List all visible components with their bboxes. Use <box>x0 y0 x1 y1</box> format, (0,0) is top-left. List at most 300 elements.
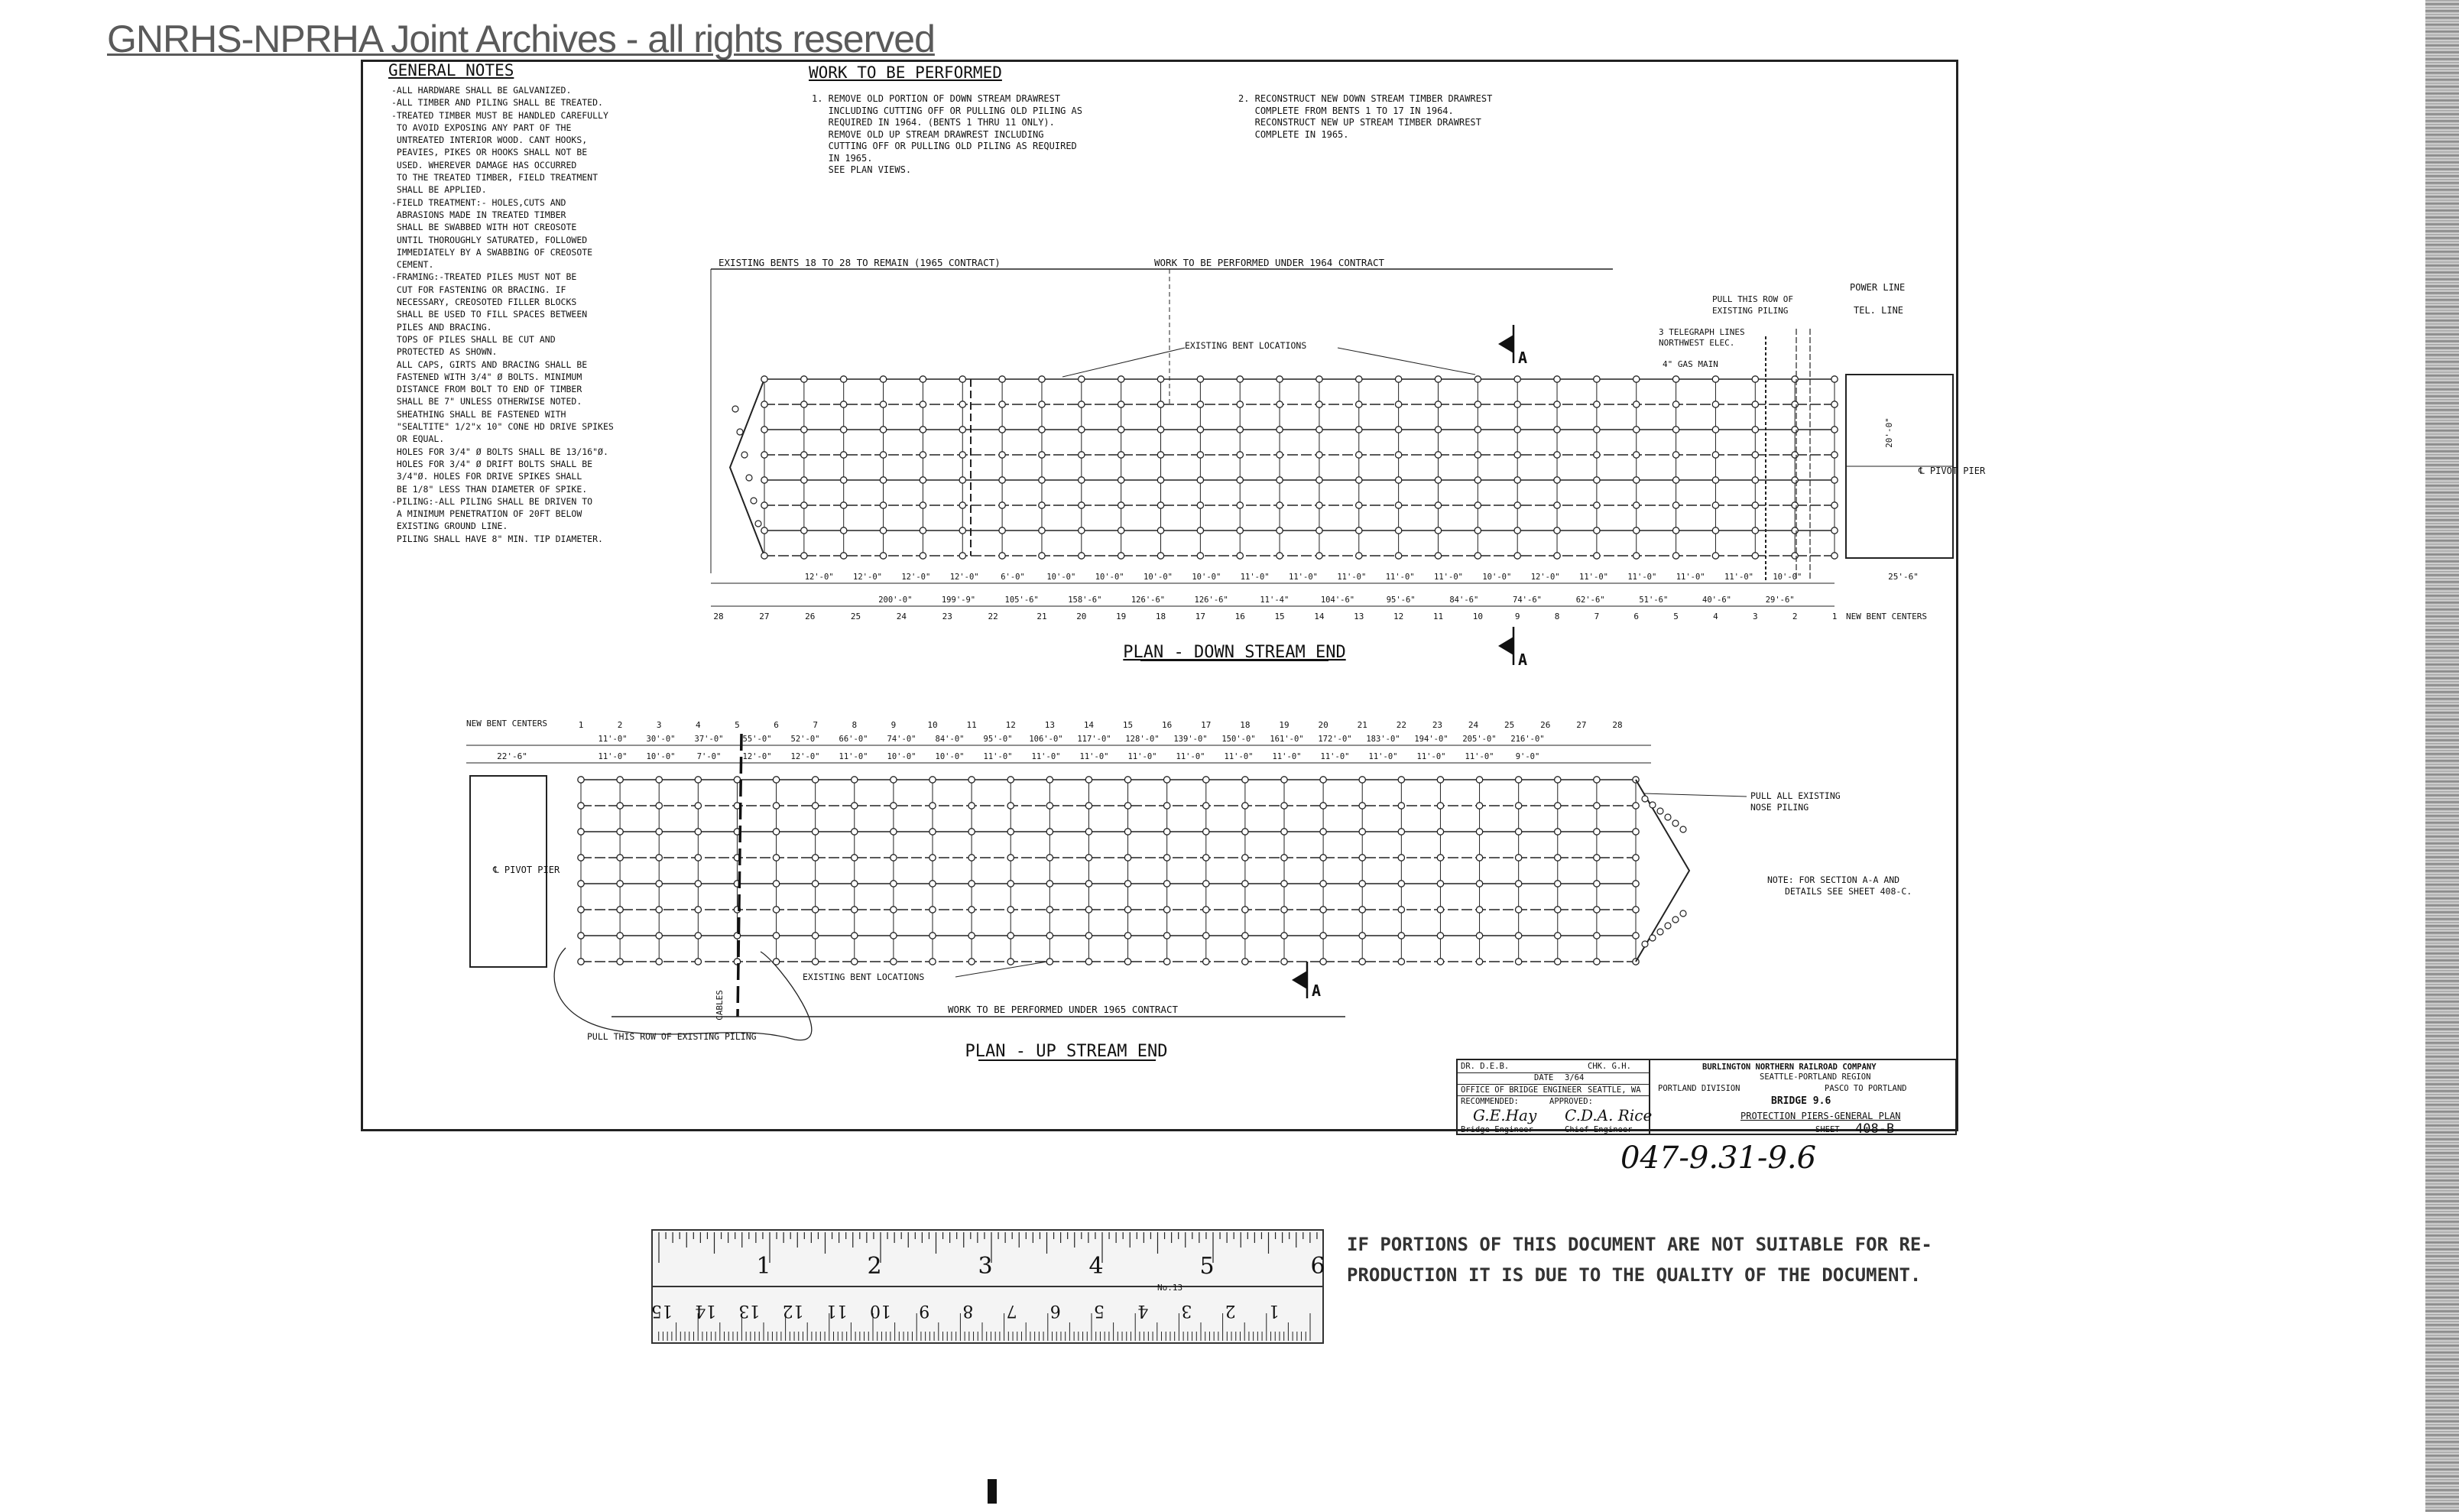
handwritten-archive-number: 047-9.31-9.6 <box>1620 1140 1817 1176</box>
pile <box>656 829 662 835</box>
pile <box>1124 959 1131 965</box>
pile <box>1555 777 1561 783</box>
pile <box>890 829 897 835</box>
pile <box>1474 427 1481 433</box>
bent-number: 24 <box>1468 720 1479 730</box>
pile <box>1555 855 1561 861</box>
pile <box>812 881 818 887</box>
pile <box>1118 452 1124 458</box>
existing-bent-label: EXISTING BENT LOCATIONS <box>1185 340 1307 351</box>
pile <box>1712 376 1718 382</box>
pile <box>617 829 623 835</box>
pile <box>1437 881 1443 887</box>
pile <box>578 803 584 809</box>
pile <box>801 452 807 458</box>
dim-cumulative: 55'-0" <box>742 735 772 744</box>
pile <box>1085 777 1092 783</box>
work-item-1: 1. REMOVE OLD PORTION OF DOWN STREAM DRAWREST INCLUDING CUTTING OFF OR PULLING OLD PILING AS REQUIRED IN 1964. (BENTS 1 THRU 11 ONLY). REMOVE OLD UP STREAM DRAWREST INCLUDING CUTTING OFF OR PULLING OLD PILING AS REQUIRED IN 1965. SEE PLAN VIEWS. <box>812 93 1083 175</box>
pile <box>1712 477 1718 483</box>
pile <box>695 907 701 913</box>
pile <box>1203 777 1209 783</box>
recommended-label: RECOMMENDED: <box>1461 1097 1519 1106</box>
nose-pile <box>1672 820 1679 826</box>
pile <box>890 777 897 783</box>
dim-spacing: 11'-0" <box>1127 752 1157 761</box>
pile <box>999 452 1005 458</box>
pile <box>1085 933 1092 939</box>
pile <box>1514 401 1520 407</box>
dim-cumulative: 205'-0" <box>1462 735 1497 744</box>
pile <box>890 881 897 887</box>
checked-by: CHK. G.H. <box>1588 1062 1631 1071</box>
pile <box>1277 427 1283 433</box>
pile <box>1435 376 1441 382</box>
pile <box>1792 427 1798 433</box>
pile <box>1792 452 1798 458</box>
pile <box>890 959 897 965</box>
dim-spacing-top: 12'-0" <box>804 573 834 582</box>
pile <box>880 527 886 534</box>
bent-number: 27 <box>1576 720 1587 730</box>
pile <box>1277 376 1283 382</box>
pile <box>1124 907 1131 913</box>
pile <box>1633 855 1639 861</box>
pile <box>1163 881 1169 887</box>
pile <box>617 881 623 887</box>
pile <box>1672 401 1679 407</box>
pile <box>1437 829 1443 835</box>
pile <box>695 803 701 809</box>
pile <box>1163 777 1169 783</box>
dim-spacing: 10'-0" <box>646 752 676 761</box>
pile <box>1476 803 1482 809</box>
dim-cumulative: 158'-6" <box>1068 595 1102 605</box>
pile <box>920 527 926 534</box>
pile <box>1157 376 1163 382</box>
pile <box>1831 477 1838 483</box>
pile <box>1163 829 1169 835</box>
pile <box>1752 502 1758 508</box>
pile <box>1712 452 1718 458</box>
pile <box>1752 527 1758 534</box>
nose-pile <box>1680 910 1686 917</box>
pile <box>812 777 818 783</box>
cm-number: 14 <box>695 1301 717 1320</box>
pile <box>1594 477 1600 483</box>
cm-number: 7 <box>1006 1301 1017 1320</box>
bent-number: 9 <box>1514 612 1520 621</box>
pile <box>1316 553 1322 559</box>
pile <box>1356 376 1362 382</box>
title-block <box>1456 1059 1957 1135</box>
dim-cumulative: 95'-0" <box>983 735 1013 744</box>
bent-number: 10 <box>1472 612 1483 621</box>
pile <box>1281 933 1287 939</box>
existing-bent-label: EXISTING BENT LOCATIONS <box>803 972 925 982</box>
pile <box>1046 933 1053 939</box>
pile <box>1079 527 1085 534</box>
pile <box>1476 777 1482 783</box>
pile <box>1672 527 1679 534</box>
dim-cumulative: 126'-6" <box>1194 595 1228 605</box>
pile <box>578 933 584 939</box>
pile <box>1007 881 1014 887</box>
bent-number: 15 <box>1274 612 1285 621</box>
section-arrow <box>1292 971 1307 989</box>
pile <box>578 777 584 783</box>
pile <box>880 427 886 433</box>
pile <box>1163 803 1169 809</box>
dim-spacing: 12'-0" <box>742 752 772 761</box>
pile <box>1398 829 1404 835</box>
pile <box>1792 553 1798 559</box>
pile <box>1157 502 1163 508</box>
pile <box>1474 502 1481 508</box>
pile <box>734 777 740 783</box>
nose-pile <box>741 452 748 458</box>
cm-number: 9 <box>919 1301 930 1320</box>
pile <box>852 803 858 809</box>
pile <box>695 881 701 887</box>
nose-pile <box>746 475 752 481</box>
pile <box>1792 376 1798 382</box>
dim-spacing: 11'-0" <box>598 752 628 761</box>
pile <box>1633 829 1639 835</box>
pile <box>1007 829 1014 835</box>
pile <box>1203 933 1209 939</box>
dim-spacing: 11'-0" <box>1176 752 1205 761</box>
pile <box>1356 553 1362 559</box>
pile <box>801 427 807 433</box>
pile <box>1672 502 1679 508</box>
pile <box>1474 376 1481 382</box>
pile <box>801 527 807 534</box>
date-label: DATE <box>1534 1073 1554 1082</box>
pile <box>1395 527 1401 534</box>
pile <box>1118 502 1124 508</box>
pile <box>1831 553 1838 559</box>
upstream-title: PLAN - UP STREAM END <box>965 1042 1168 1061</box>
nose-pile <box>1642 796 1648 802</box>
pile <box>1157 553 1163 559</box>
ruler-ticks <box>651 1231 1325 1342</box>
pull-row-label-1: PULL THIS ROW OF <box>1712 294 1793 304</box>
pile <box>841 527 847 534</box>
pile <box>1320 777 1326 783</box>
dim-cumulative: 106'-0" <box>1029 735 1063 744</box>
pile <box>1237 553 1243 559</box>
pile <box>1085 959 1092 965</box>
pile <box>801 502 807 508</box>
pile <box>1437 777 1443 783</box>
leader-line-1 <box>1062 348 1185 377</box>
pile <box>1124 855 1131 861</box>
work-item-2: 2. RECONSTRUCT NEW DOWN STREAM TIMBER DRAWREST COMPLETE FROM BENTS 1 TO 17 IN 1964. RECONSTRUCT NEW UP STREAM TIMBER DRAWREST COMPLETE IN 1965. <box>1238 93 1493 140</box>
pile <box>1594 376 1600 382</box>
pile <box>1085 881 1092 887</box>
pile <box>1320 881 1326 887</box>
pile <box>801 477 807 483</box>
company-name: BURLINGTON NORTHERN RAILROAD COMPANY <box>1702 1063 1877 1072</box>
dim-spacing: 10'-0" <box>935 752 965 761</box>
pile <box>1163 933 1169 939</box>
nose-pile <box>1642 941 1648 947</box>
bent-number: 3 <box>1752 612 1758 621</box>
gas-main-label: 4" GAS MAIN <box>1663 359 1718 369</box>
pier-width-label: 20'-0" <box>1884 417 1894 448</box>
pile <box>773 933 779 939</box>
pile <box>959 401 965 407</box>
dim-cumulative: 194'-0" <box>1414 735 1448 744</box>
dim-cumulative: 66'-0" <box>839 735 868 744</box>
pile <box>1118 527 1124 534</box>
pile <box>890 933 897 939</box>
dim-cumulative: 128'-0" <box>1125 735 1160 744</box>
pile <box>1281 907 1287 913</box>
pile <box>1752 401 1758 407</box>
dim-spacing: 11'-0" <box>1368 752 1398 761</box>
scan-mark <box>988 1479 997 1504</box>
pile <box>1555 933 1561 939</box>
pile <box>1398 803 1404 809</box>
pile <box>1356 401 1362 407</box>
pile <box>1281 803 1287 809</box>
power-line-label: POWER LINE <box>1850 282 1906 293</box>
pile <box>1476 907 1482 913</box>
dim-spacing-top: 10'-0" <box>1482 573 1512 582</box>
pile <box>959 427 965 433</box>
pile <box>920 477 926 483</box>
pile <box>841 452 847 458</box>
general-notes-body: -ALL HARDWARE SHALL BE GALVANIZED. -ALL TIMBER AND PILING SHALL BE TREATED. -TREATED TIMBER MUST BE HANDLED CAREFULLY TO AVOID EXPOSING ANY PART OF THE UNTREATED INTERIOR WOOD. CANT HOOKS, PEAVIES, PIKES OR HOOKS SHALL NOT BE USED. WHEREVER DAMAGE HAS OCCURRED TO THE TREATED TIMBER, FIELD TREATMENT SHALL BE APPLIED. -FIELD TREATMENT:- HOLES,CUTS AND ABRASIONS MADE IN TREATED TIMBER SHALL BE SWABBED WITH HOT CREOSOTE UNTIL THOROUGHLY SATURATED, FOLLOWED IMMEDIATELY BY A SWABBING OF CREOSOTE CEMENT. -FRAMING:-TREATED PILES MUST NOT BE CUT FOR FASTENING OR BRACING. IF NECESSARY, CREOSOTED FILLER BLOCKS SHALL BE USED TO FILL SPACES BETWEEN PILES AND BRACING. TOPS OF PILES SHALL BE CUT AND PROTECTED AS SHOWN. ALL CAPS, GIRTS AND BRACING SHALL BE FASTENED WITH 3/4" Ø BOLTS. MINIMUM DISTANCE FROM BOLT TO END OF TIMBER SHALL BE 7" UNLESS OTHERWISE NOTED. SHEATHING SHALL BE FASTENED WITH "SEALTITE" 1/2"x 10" CONE HD DRIVE SPIKES OR EQUAL. HOLES FOR 3/4" Ø BOLTS SHALL BE 13/16"Ø. HOLES FOR 3/4" Ø DRIFT BOLTS SHALL BE 3/4"Ø. HOLES FOR DRIVE SPIKES SHALL BE 1/8" LESS THAN DIAMETER OF SPIKE. -PILING:-ALL PILING SHALL BE DRIVEN TO A MINIMUM PENETRATION OF 20FT BELOW EXISTING GROUND LINE. PILING SHALL HAVE 8" MIN. TIP DIAMETER. <box>391 85 614 544</box>
pile <box>1316 427 1322 433</box>
bent-number: 5 <box>1673 612 1679 621</box>
bent-number: 23 <box>1432 720 1443 730</box>
pile <box>929 855 936 861</box>
bent-number: 11 <box>966 720 977 730</box>
pile <box>1039 376 1045 382</box>
pile <box>1555 907 1561 913</box>
pile <box>1237 527 1243 534</box>
pile <box>1085 803 1092 809</box>
pile <box>1281 881 1287 887</box>
pile <box>578 881 584 887</box>
dim-cumulative: 74'-6" <box>1513 595 1542 605</box>
pile <box>1831 452 1838 458</box>
pile <box>656 959 662 965</box>
bent-number: 26 <box>805 612 816 621</box>
pile <box>1515 829 1521 835</box>
pile <box>1398 933 1404 939</box>
new-bent-centers-label: NEW BENT CENTERS <box>466 719 547 728</box>
existing-remain-label: EXISTING BENTS 18 TO 28 TO REMAIN (1965 CONTRACT) <box>719 257 1001 268</box>
pile <box>1079 376 1085 382</box>
inch-number: 2 <box>867 1253 882 1280</box>
pile <box>1046 855 1053 861</box>
pivot-pier-label: ℄ PIVOT PIER <box>1919 466 1986 476</box>
pile <box>999 502 1005 508</box>
pile <box>1277 401 1283 407</box>
pile <box>1197 452 1203 458</box>
bent-number: 24 <box>896 612 907 621</box>
pile <box>890 855 897 861</box>
pile <box>1118 477 1124 483</box>
dim-spacing: 11'-0" <box>1079 752 1109 761</box>
pile <box>1277 502 1283 508</box>
pile <box>1594 855 1600 861</box>
pile <box>1197 401 1203 407</box>
pile <box>1356 477 1362 483</box>
pile <box>1163 907 1169 913</box>
pile <box>1046 881 1053 887</box>
pile <box>1555 881 1561 887</box>
pile <box>1437 803 1443 809</box>
dim-spacing-top: 11'-0" <box>1627 573 1657 582</box>
dim-spacing: 11'-0" <box>983 752 1013 761</box>
bent-number: 7 <box>813 720 818 730</box>
cm-number: 15 <box>651 1301 673 1320</box>
work-heading: WORK TO BE PERFORMED <box>809 63 1002 82</box>
pile <box>1594 452 1600 458</box>
pile <box>656 803 662 809</box>
pile <box>1079 401 1085 407</box>
bent-number: 16 <box>1234 612 1245 621</box>
pile <box>1039 452 1045 458</box>
pile <box>880 502 886 508</box>
dim-cumulative: 37'-0" <box>694 735 724 744</box>
office-label: OFFICE OF BRIDGE ENGINEER <box>1461 1085 1582 1095</box>
approved-label: APPROVED: <box>1549 1097 1593 1106</box>
pile <box>801 401 807 407</box>
pile <box>1474 477 1481 483</box>
pile <box>929 829 936 835</box>
bent-number: 12 <box>1393 612 1404 621</box>
pile <box>1712 401 1718 407</box>
pile <box>1203 881 1209 887</box>
pile <box>1157 477 1163 483</box>
pile <box>1197 477 1203 483</box>
pile <box>1555 959 1561 965</box>
pile <box>1079 477 1085 483</box>
dim-cumulative: 29'-6" <box>1765 595 1795 605</box>
pile <box>1124 777 1131 783</box>
pile <box>1752 477 1758 483</box>
bent-number: 2 <box>1792 612 1798 621</box>
pile <box>1594 502 1600 508</box>
pile <box>1398 959 1404 965</box>
pile <box>1277 477 1283 483</box>
bent-number: 4 <box>1713 612 1718 621</box>
pile <box>1320 933 1326 939</box>
pile <box>1203 803 1209 809</box>
pile <box>656 777 662 783</box>
bent-number: 20 <box>1318 720 1328 730</box>
pile <box>880 477 886 483</box>
pile <box>1398 881 1404 887</box>
dim-spacing: 11'-0" <box>1416 752 1446 761</box>
pile <box>773 829 779 835</box>
pile <box>1792 527 1798 534</box>
pile <box>1039 502 1045 508</box>
nose-pile <box>1680 826 1686 832</box>
pile <box>1831 427 1838 433</box>
pile <box>1356 452 1362 458</box>
pile <box>1085 907 1092 913</box>
pile <box>1046 959 1053 965</box>
pile <box>773 907 779 913</box>
cm-number: 4 <box>1137 1301 1149 1320</box>
pile <box>773 881 779 887</box>
pile <box>1437 855 1443 861</box>
pile <box>617 777 623 783</box>
dim-cumulative: 216'-0" <box>1510 735 1545 744</box>
dim-cumulative: 172'-0" <box>1318 735 1352 744</box>
dim-spacing: 11'-0" <box>1224 752 1254 761</box>
pile <box>1792 502 1798 508</box>
pile <box>761 527 767 534</box>
pile <box>1356 427 1362 433</box>
pile <box>1079 553 1085 559</box>
end-dim-label: 25'-6" <box>1888 572 1919 582</box>
leader-line-2 <box>1338 348 1475 375</box>
pile <box>1359 777 1365 783</box>
pile <box>1197 527 1203 534</box>
dim-cumulative: 200'-0" <box>878 595 913 605</box>
pile <box>1633 933 1639 939</box>
pile <box>1514 427 1520 433</box>
office-city: SEATTLE, WA <box>1588 1085 1641 1095</box>
pile <box>1437 933 1443 939</box>
pile <box>1633 527 1640 534</box>
pile <box>959 527 965 534</box>
bent-number: 28 <box>1612 720 1623 730</box>
pile <box>1476 881 1482 887</box>
pile <box>852 777 858 783</box>
pile <box>959 553 965 559</box>
dim-spacing-top: 10'-0" <box>1144 573 1173 582</box>
pile <box>617 907 623 913</box>
pile <box>812 803 818 809</box>
dim-cumulative: 105'-6" <box>1004 595 1039 605</box>
pile <box>929 881 936 887</box>
pile <box>1437 907 1443 913</box>
pile <box>1515 959 1521 965</box>
dim-spacing: 10'-0" <box>887 752 916 761</box>
bent-number: 22 <box>1396 720 1406 730</box>
pile <box>617 803 623 809</box>
pile <box>1281 855 1287 861</box>
pile <box>695 777 701 783</box>
nose-pile <box>1650 935 1656 941</box>
pile <box>1633 553 1640 559</box>
pile <box>1046 777 1053 783</box>
bent-number: 14 <box>1314 612 1325 621</box>
pile <box>1435 401 1441 407</box>
section-arrow <box>1498 637 1513 655</box>
bent-number: 14 <box>1083 720 1095 730</box>
pile <box>1554 477 1560 483</box>
cm-number: 5 <box>1094 1301 1105 1320</box>
pile <box>920 553 926 559</box>
pile <box>1594 829 1600 835</box>
region-name: SEATTLE-PORTLAND REGION <box>1760 1072 1871 1082</box>
pile <box>1395 401 1401 407</box>
dim-spacing: 11'-0" <box>1272 752 1302 761</box>
pile <box>968 959 975 965</box>
dim-cumulative: 74'-0" <box>887 735 916 744</box>
bent-number: 6 <box>1633 612 1640 621</box>
pile <box>578 855 584 861</box>
